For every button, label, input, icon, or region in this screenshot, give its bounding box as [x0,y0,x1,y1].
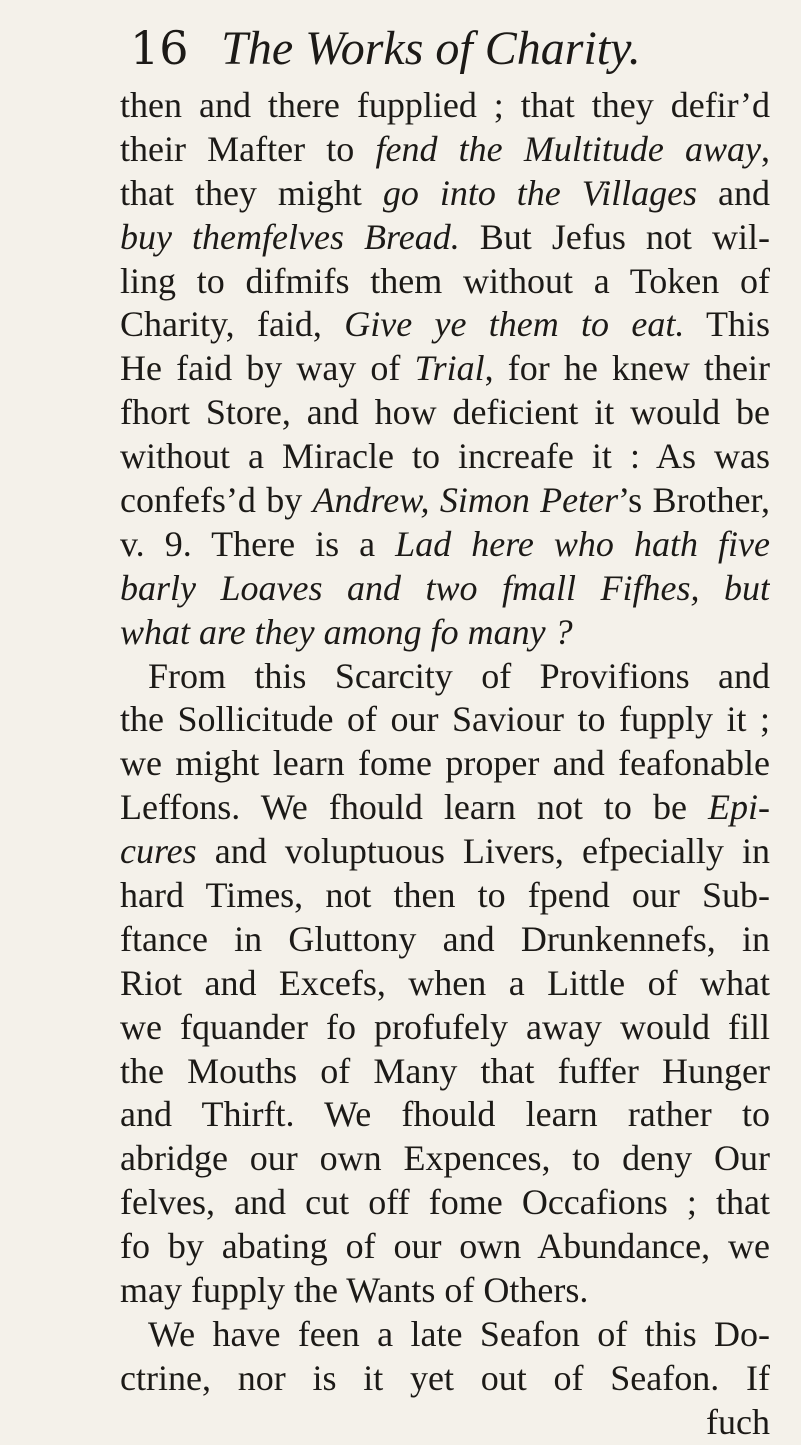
italic-run: go into the Villages [382,172,698,213]
text-run: their Mafter to [120,128,376,169]
text-run: Charity, faid, [120,304,345,345]
text-run: may fupply the Wants of Others. [120,1270,589,1311]
text-run: abridge our own Expences, to deny Our [120,1138,770,1179]
text-run: Riot and Excefs, when a Little of what [120,962,770,1003]
italic-run: cures [120,831,197,872]
text-line [120,567,770,611]
text-run: we might learn fome proper and feafonable [120,743,770,784]
text-run: then and there fupplied ; that they defir’d [120,85,770,125]
text-line [120,128,770,172]
text-line [120,479,770,523]
text-line [120,1225,770,1269]
text-run: ftance in Gluttony and Drunkennefs, in [120,918,770,959]
text-run: This [684,304,770,345]
text-run: We have feen a late Seafon of this Do- [148,1313,770,1354]
text-line [120,260,770,304]
text-line [120,1313,770,1357]
italic-run: Trial [414,348,485,389]
text-line [120,1006,770,1050]
text-run: , for he knew their [484,348,770,389]
text-line [120,1050,770,1094]
text-run: But Jefus not wil- [459,216,770,257]
italic-run: Epi- [708,787,770,828]
text-line [120,172,770,216]
text-run: fhort Store, and how deficient it would be [120,392,770,433]
text-run: , [761,128,770,169]
text-line [120,698,770,742]
text-line [120,523,770,567]
text-line [120,435,770,479]
text-line [120,1181,770,1225]
text-line [120,347,770,391]
text-run: ’s Brother, [618,480,770,521]
text-run: ctrine, nor is it yet out of Seafon. If [120,1357,770,1398]
text-run: ling to difmifs them without a Token of [120,260,770,301]
italic-run: buy themfelves Bread. [120,216,460,257]
page-number: 16 [130,21,189,75]
italic-run: barly Loaves and two fmall Fifhes, [120,567,700,608]
text-run: fo by abating of our own Abundance, we [120,1226,770,1267]
text-run: From this Scarcity of Provifions and [148,655,770,696]
italic-run: Lad here who hath five [395,523,770,564]
text-run: fuch [706,1401,770,1442]
text-line [120,303,770,347]
text-line [120,742,770,786]
text-line [120,655,770,699]
text-run [699,568,724,608]
text-line [120,84,770,128]
text-run: the Mouths of Many that fuffer Hunger [120,1050,770,1091]
italic-run: Andrew, Simon Peter [312,480,619,521]
text-run: the Sollicitude of our Saviour to fupply it ; [120,699,770,740]
text-run: v. 9. There is a [120,523,396,564]
text-line [120,786,770,830]
italic-run: what are they among fo many ? [120,611,573,652]
running-title: The Works of Charity. [221,22,641,75]
text-run: felves, and cut off fome Occafions ; that [120,1182,770,1223]
italic-run: fend the Multitude away [375,128,761,169]
text-run: and voluptuous Livers, efpecially in [196,831,770,872]
running-header [130,8,770,88]
text-line [120,611,770,655]
body-text [120,84,770,1445]
text-line [120,962,770,1006]
text-line [120,216,770,260]
text-run: that they might [120,172,383,213]
text-run: we fquander fo profufely away would fill [120,1006,770,1047]
text-line [120,1093,770,1137]
text-line [120,391,770,435]
text-run: Leffons. We fhould learn not to be [120,787,709,828]
text-run: and [697,172,770,213]
text-line [120,918,770,962]
italic-run: Give ye them to eat. [344,304,685,345]
text-line [120,830,770,874]
text-run: without a Miracle to increafe it : As was [120,436,770,477]
text-line [120,1269,770,1313]
text-run: He faid by way of [120,348,415,389]
text-line [120,874,770,918]
italic-run: but [723,567,770,608]
text-line [120,1401,770,1445]
text-run: and Thirft. We fhould learn rather to [120,1094,770,1135]
text-line [120,1357,770,1401]
text-line [120,1137,770,1181]
text-run: hard Times, not then to fpend our Sub- [120,875,770,916]
text-run: confefs’d by [120,480,313,521]
